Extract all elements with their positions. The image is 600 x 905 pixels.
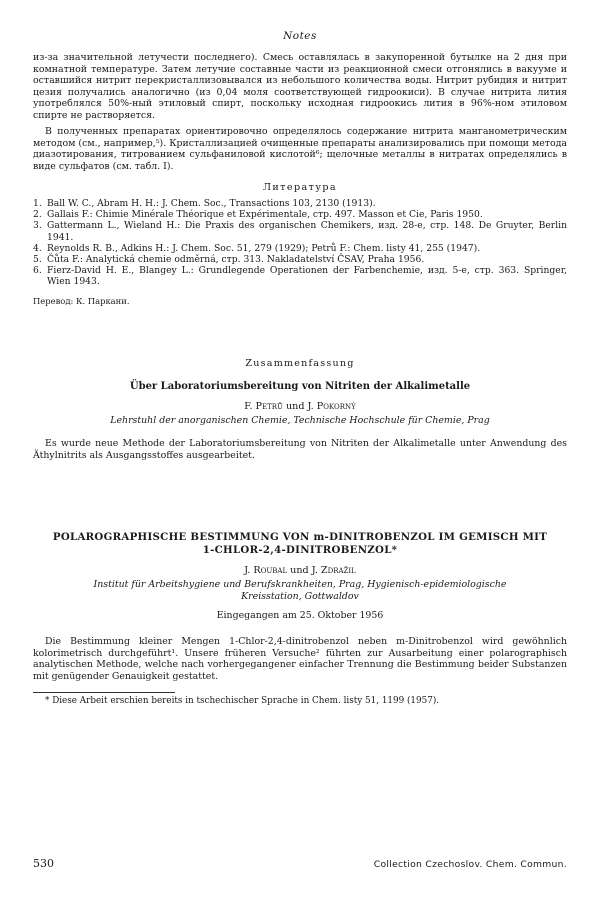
translator-note: Перевод: К. Паркани. [33,295,130,306]
article-affiliation: Institut für Arbeitshygiene und Berufskrankheiten, Prag, Hygienisch-epidemiologische Kreisstation, Gottwaldov [93,579,507,602]
journal-name: Collection Czechoslov. Chem. Commun. [373,859,567,870]
article-title-line: POLAROGRAPHISCHE BESTIMMUNG VON m-DINITROBENZOL IM GEMISCH MIT [52,531,548,544]
article-body: Die Bestimmung kleiner Mengen 1-Chlor-2,4-dinitrobenzol neben m-Dinitrobenzol wird gewöhnlich kolorimetrisch durchgeführt¹. Unsere früheren Versuche² führten zur Ausarbeitung einer polarographisch analytischen Methode, welche nach vorhergegangener einfacher Trennung die Bestimmung beider Substanzen mit genügender Genauigkeit gestattet. [33,636,567,682]
summary-title: Über Laboratoriumsbereitung von Nitriten der Alkalimetalle [129,380,471,392]
page-number: 530 [33,857,54,870]
intro-paragraph: из-за значительной летучести последнего). Смесь оставлялась в закупоренной бутылке на 2 дня при комнатной температуре. Затем летучие составные части из реакционной смеси отгонялись в вакууме и оставшийся нитрит перекристаллизовывался из небольшого количества воды. Нитрит рубидия и нитрит цезия получались аналогично (из 0,04 моля соответствующей гидроокиси). В случае нитрита лития употреблялся 50%-ный этиловый спирт, поскольку исходная гидроокись лития в 96%-ном этиловом спирте не растворяется. [33,52,567,121]
running-header: Notes [283,30,317,42]
summary-abstract: Es wurde neue Methode der Laboratoriumsbereitung von Nitriten der Alkalimetalle unter Anwendung des Äthylnitrits als Ausgangsstoffes ausgearbeitet. [33,438,567,461]
intro-paragraph: В полученных препаратах ориентировочно определялось содержание нитрита манганометрическим методом (см., например,⁵). Кристаллизацией очищенные препараты анализировались при помощи метода диазотирования, титрованием сульфаниловой кислотой⁶; щелочные металлы в нитратах определялись в виде сульфатов (см. табл. I). [33,126,567,172]
footnote-divider [33,692,175,693]
received-date: Eingegangen am 25. Oktober 1956 [216,610,384,622]
reference-item: 4. Reynolds R. B., Adkins H.: J. Chem. Soc. 51, 279 (1929); Petrů F.: Chem. listy 41, 255 (1947). [33,242,481,254]
article-authors: J. Roubal und J. Zdražil [244,565,356,577]
summary-heading: Zusammenfassung [245,357,355,369]
reference-list [33,198,567,288]
page-footer [33,857,567,870]
summary-authors: F. Petrů und J. Pokorný [244,400,356,412]
reference-item: 3. Gattermann L., Wieland H.: Die Praxis des organischen Chemikers, изд. 28-е, стр. 148. De Gruyter, Berlin 1941. [33,220,567,243]
article-title-line: 1-CHLOR-2,4-DINITROBENZOL* [202,543,398,556]
reference-item: 5. Čůta F.: Analytická chemie odměrná, стр. 313. Nakladatelství ČSAV, Praha 1956. [33,254,425,266]
reference-item: 2. Gallais F.: Chimie Minérale Théorique et Expérimentale, стр. 497. Masson et Cie, Paris 1950. [33,209,483,221]
literature-heading: Литература [262,182,338,193]
journal-page [33,30,567,890]
reference-item: 6. Fierz-David H. E., Blangey L.: Grundlegende Operationen der Farbenchemie, изд. 5-е, стр. 363. Springer, Wien 1943. [33,265,567,288]
reference-item: 1. Ball W. C., Abram H. H.: J. Chem. Soc., Transactions 103, 2130 (1913). [33,198,376,209]
summary-affiliation: Lehrstuhl der anorganischen Chemie, Technische Hochschule für Chemie, Prag [110,414,490,426]
footnote: * Diese Arbeit erschien bereits in tschechischer Sprache in Chem. listy 51, 1199 (1957). [45,696,440,707]
article-title [33,531,567,556]
